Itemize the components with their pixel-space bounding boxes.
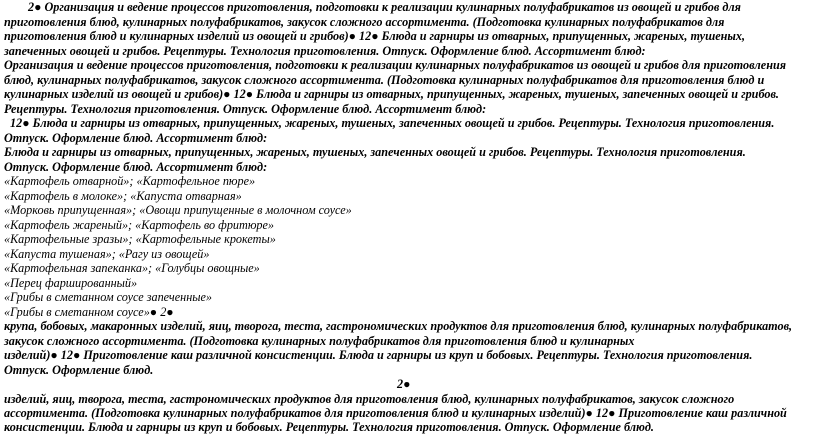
- text-line: кулинарных изделий из овощей и грибов)● 12● Блюда и гарниры из отварных, припущенных, жареных, тушеных, запеченных овощей и грибов.: [4, 87, 779, 101]
- text-line: приготовления блюд и кулинарных изделий из овощей и грибов)● 12● Блюда и гарниры из отварных, припущенных, жареных, тушеных,: [4, 29, 746, 43]
- dish-list-item: «Картофель отварной»; «Картофельное пюре»: [4, 174, 256, 188]
- dish-list-item: «Грибы в сметанном соусе запеченные»: [4, 290, 213, 304]
- dish-list-item: «Картофель в молоке»; «Капуста отварная»: [4, 189, 242, 203]
- dish-list-item: «Грибы в сметанном соусе»● 2●: [4, 305, 174, 319]
- dish-list-item: «Капуста тушеная»; «Рагу из овощей»: [4, 247, 210, 261]
- text-line: блюд, кулинарных полуфабрикатов, закусок сложного ассортимента. (Подготовка кулинарных полуфабрикатов для приготовления блюд и: [4, 73, 765, 87]
- text-line: закусок сложного ассортимента. (Подготовка кулинарных полуфабрикатов для приготовления блюд и кулинарных: [4, 334, 635, 348]
- text-line: крупа, бобовых, макаронных изделий, яиц, творога, теста, гастрономических продуктов для приготовления блюд, кулинарных полуфабрикатов,: [4, 319, 793, 333]
- dish-list-item: «Морковь припущенная»; «Овощи припущенные в молочном соусе»: [4, 203, 352, 217]
- text-line: Рецептуры. Технология приготовления. Отпуск. Оформление блюд. Ассортимент блюд:: [4, 102, 487, 116]
- text-line: запеченных овощей и грибов. Рецептуры. Технология приготовления. Отпуск. Оформление блюд. Ассортимент блюд:: [4, 44, 646, 58]
- text-line: 2● Организация и ведение процессов приготовления, подготовки к реализации кулинарных полуфабрикатов из овощей и грибов для: [28, 0, 741, 14]
- text-line: Отпуск. Оформление блюд. Ассортимент блюд:: [4, 131, 268, 145]
- section-marker: 2●: [397, 377, 411, 391]
- text-line: 12● Блюда и гарниры из отварных, припущенных, жареных, тушеных, запеченных овощей и грибов. Рецептуры. Технология приготовления.: [10, 116, 775, 130]
- text-line: Организация и ведение процессов приготовления, подготовки к реализации кулинарных полуфабрикатов из овощей и грибов для приготовления: [4, 58, 787, 72]
- text-line: изделий)● 12● Приготовление каш различной консистенции. Блюда и гарниры из круп и бобовых. Рецептуры. Технология приготовления.: [4, 348, 753, 362]
- text-line: приготовления блюд, кулинарных полуфабрикатов, закусок сложного ассортимента. (Подготовка кулинарных полуфабрикатов для: [4, 15, 725, 29]
- text-line: Отпуск. Оформление блюд.: [4, 363, 154, 377]
- text-line: Блюда и гарниры из отварных, припущенных, жареных, тушеных, запеченных овощей и грибов. Рецептуры. Технология приготовления.: [4, 145, 746, 159]
- text-line: ассортимента. (Подготовка кулинарных полуфабрикатов для приготовления блюд и кулинарных изделий)● 12● Приготовление каш различной: [4, 406, 787, 420]
- text-line: изделий, яиц, творога, теста, гастрономических продуктов для приготовления блюд, кулинарных полуфабрикатов, закусок сложного: [4, 392, 735, 406]
- dish-list-item: «Картофельная запеканка»; «Голубцы овощные»: [4, 261, 260, 275]
- text-line: консистенции. Блюда и гарниры из круп и бобовых. Рецептуры. Технология приготовления. Отпуск. Оформление блюд.: [4, 420, 654, 434]
- dish-list-item: «Перец фаршированный»: [4, 276, 138, 290]
- text-line: Отпуск. Оформление блюд. Ассортимент блюд:: [4, 160, 268, 174]
- dish-list-item: «Картофель жареный»; «Картофель во фритюре»: [4, 218, 275, 232]
- dish-list-item: «Картофельные зразы»; «Картофельные крокеты»: [4, 232, 276, 246]
